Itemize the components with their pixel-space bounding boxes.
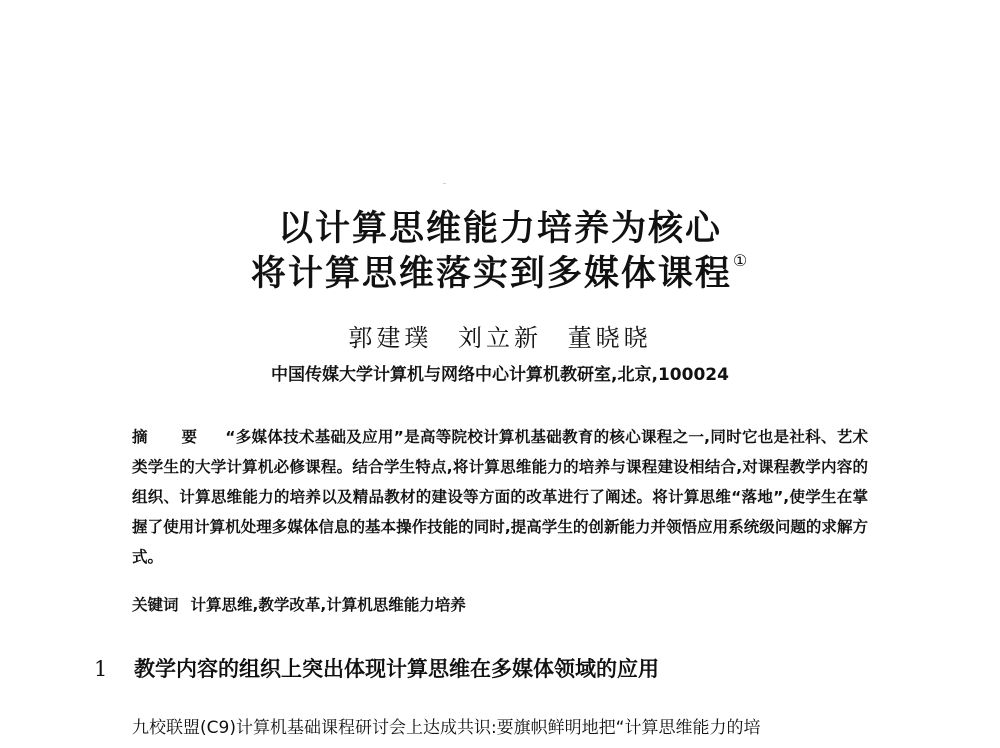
title-line-2-text: 将计算思维落实到多媒体课程 — [250, 254, 732, 294]
keywords — [132, 598, 868, 614]
scan-speck — [443, 183, 446, 184]
abstract-line-3: 合,对课程教学内容的组织、计算思维能力的培养以及精品教材的建设等方面的改革进行了阐述。 — [132, 458, 868, 506]
abstract-line-2: 科、艺术类学生的大学计算机必修课程。结合学生特点,将计算思维能力的培养与课程建设相结 — [132, 428, 868, 476]
section-number: 1 — [94, 657, 108, 681]
title-line-2 — [0, 251, 1000, 294]
keywords-label: 关键词 — [132, 596, 179, 614]
section-heading — [94, 659, 894, 680]
abstract-line-4: 将计算思维“落地”,使学生在掌握了使用计算机处理多媒体信息的基本操作技能的同时,提高学 — [132, 488, 868, 536]
title-line-1 — [0, 209, 1000, 249]
keywords-text: 计算思维,教学改革,计算机思维能力培养 — [190, 596, 466, 614]
body-line-1: 九校联盟(C9)计算机基础课程研讨会上达成共识:要旗帜鲜明地把“计算思维能力的培 — [132, 718, 761, 738]
abstract — [132, 422, 868, 572]
abstract-line-1: “多媒体技术基础及应用”是高等院校计算机基础教育的核心课程之一,同时它也是社 — [225, 428, 806, 446]
affiliation: 中国传媒大学计算机与网络中心计算机教研室,北京,100024 — [271, 365, 729, 385]
title-line-1-text: 以计算思维能力培养为核心 — [277, 209, 722, 249]
section-title: 教学内容的组织上突出体现计算思维在多媒体领域的应用 — [134, 657, 659, 681]
authors: 郭建璞 刘立新 董晓晓 — [348, 324, 652, 352]
title-footnote-mark: ① — [732, 251, 750, 270]
abstract-label: 摘 要 — [132, 428, 212, 446]
abstract-line-5: 生的创新能力并领悟应用系统级问题的求解方式。 — [132, 518, 868, 566]
body-paragraph — [132, 720, 902, 737]
